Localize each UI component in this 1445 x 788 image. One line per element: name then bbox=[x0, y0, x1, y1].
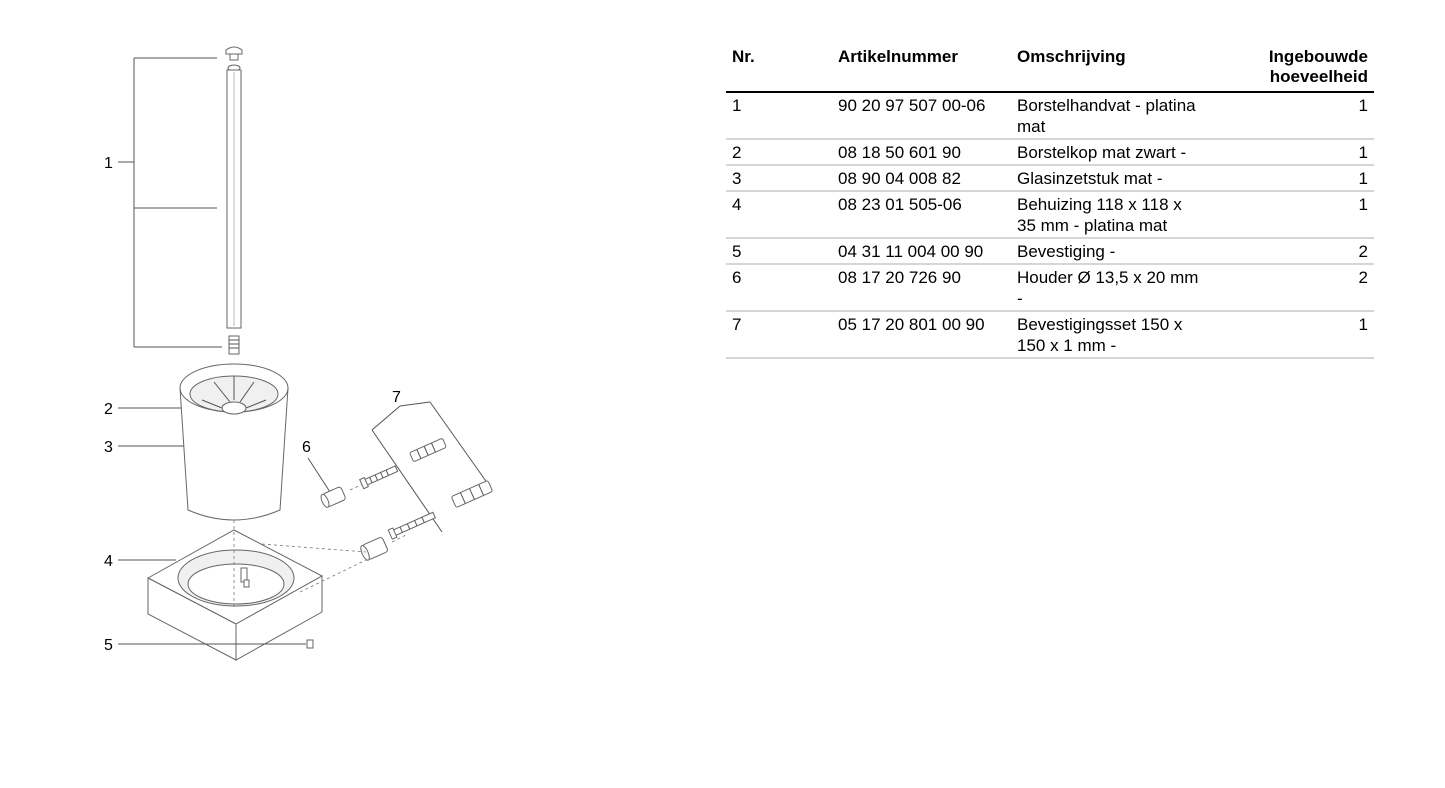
svg-text:5: 5 bbox=[104, 637, 113, 654]
header-nr: Nr. bbox=[726, 44, 832, 92]
housing-part bbox=[148, 520, 322, 660]
cell-artikelnummer: 08 18 50 601 90 bbox=[832, 139, 1011, 165]
header-omschrijving: Omschrijving bbox=[1011, 44, 1233, 92]
svg-text:2: 2 bbox=[104, 401, 113, 418]
svg-text:6: 6 bbox=[302, 439, 311, 456]
cell-artikelnummer: 04 31 11 004 00 90 bbox=[832, 238, 1011, 264]
omschrijving-line1: Borstelhandvat - platina bbox=[1017, 96, 1196, 115]
exploded-parts-drawing bbox=[0, 0, 700, 788]
cell-quantity: 2 bbox=[1233, 238, 1374, 264]
omschrijving-line2: mat bbox=[1017, 117, 1046, 136]
svg-text:3: 3 bbox=[104, 439, 113, 456]
header-artikelnummer: Artikelnummer bbox=[832, 44, 1011, 92]
parts-table-body bbox=[726, 92, 1374, 358]
callout-1 bbox=[104, 58, 222, 347]
omschrijving-line1: Houder Ø 13,5 x 20 mm bbox=[1017, 268, 1199, 287]
table-row bbox=[726, 264, 1374, 311]
table-row bbox=[726, 311, 1374, 358]
cell-nr: 3 bbox=[726, 165, 832, 191]
omschrijving-line2: 150 x 1 mm - bbox=[1017, 336, 1117, 355]
table-row bbox=[726, 165, 1374, 191]
omschrijving-line1: Bevestiging - bbox=[1017, 242, 1116, 261]
cell-nr: 6 bbox=[726, 264, 832, 311]
parts-list bbox=[726, 44, 1374, 359]
cell-nr: 4 bbox=[726, 191, 832, 238]
svg-text:1: 1 bbox=[104, 155, 113, 172]
table-row bbox=[726, 92, 1374, 139]
omschrijving-line1: Glasinzetstuk mat - bbox=[1017, 169, 1163, 188]
svg-text:4: 4 bbox=[104, 553, 113, 570]
cell-artikelnummer: 08 17 20 726 90 bbox=[832, 264, 1011, 311]
cell-omschrijving bbox=[1011, 311, 1233, 358]
cell-artikelnummer: 90 20 97 507 00-06 bbox=[832, 92, 1011, 139]
cell-omschrijving bbox=[1011, 139, 1233, 165]
cell-omschrijving bbox=[1011, 238, 1233, 264]
cell-nr: 7 bbox=[726, 311, 832, 358]
cell-nr: 2 bbox=[726, 139, 832, 165]
table-row bbox=[726, 238, 1374, 264]
brush-handle-part bbox=[226, 47, 242, 354]
omschrijving-line2: - bbox=[1017, 289, 1023, 308]
cell-omschrijving bbox=[1011, 264, 1233, 311]
table-row bbox=[726, 191, 1374, 238]
omschrijving-line2: 35 mm - platina mat bbox=[1017, 216, 1168, 235]
cell-nr: 1 bbox=[726, 92, 832, 139]
cell-artikelnummer: 08 90 04 008 82 bbox=[832, 165, 1011, 191]
callout-6 bbox=[302, 439, 330, 492]
callout-3 bbox=[104, 439, 186, 456]
cell-artikelnummer: 05 17 20 801 00 90 bbox=[832, 311, 1011, 358]
callout-7 bbox=[372, 389, 488, 532]
header-quantity bbox=[1233, 44, 1374, 92]
header-quantity-line2: hoeveelheid bbox=[1269, 67, 1368, 86]
cell-quantity: 1 bbox=[1233, 165, 1374, 191]
fixing-set-parts bbox=[360, 438, 493, 539]
callout-4 bbox=[104, 553, 176, 570]
cell-omschrijving bbox=[1011, 191, 1233, 238]
cell-omschrijving bbox=[1011, 92, 1233, 139]
glass-insert-part bbox=[180, 364, 288, 520]
cell-quantity: 1 bbox=[1233, 191, 1374, 238]
cell-quantity: 2 bbox=[1233, 264, 1374, 311]
parts-table bbox=[726, 44, 1374, 359]
table-row bbox=[726, 139, 1374, 165]
parts-table-header bbox=[726, 44, 1374, 92]
cell-artikelnummer: 08 23 01 505-06 bbox=[832, 191, 1011, 238]
omschrijving-line1: Behuizing 118 x 118 x bbox=[1017, 195, 1182, 214]
header-quantity-line1: Ingebouwde bbox=[1268, 47, 1368, 66]
omschrijving-line1: Borstelkop mat zwart - bbox=[1017, 143, 1187, 162]
cell-omschrijving bbox=[1011, 165, 1233, 191]
omschrijving-line1: Bevestigingsset 150 x bbox=[1017, 315, 1183, 334]
cell-quantity: 1 bbox=[1233, 92, 1374, 139]
cell-nr: 5 bbox=[726, 238, 832, 264]
cell-quantity: 1 bbox=[1233, 311, 1374, 358]
svg-text:7: 7 bbox=[392, 389, 401, 406]
cell-quantity: 1 bbox=[1233, 139, 1374, 165]
